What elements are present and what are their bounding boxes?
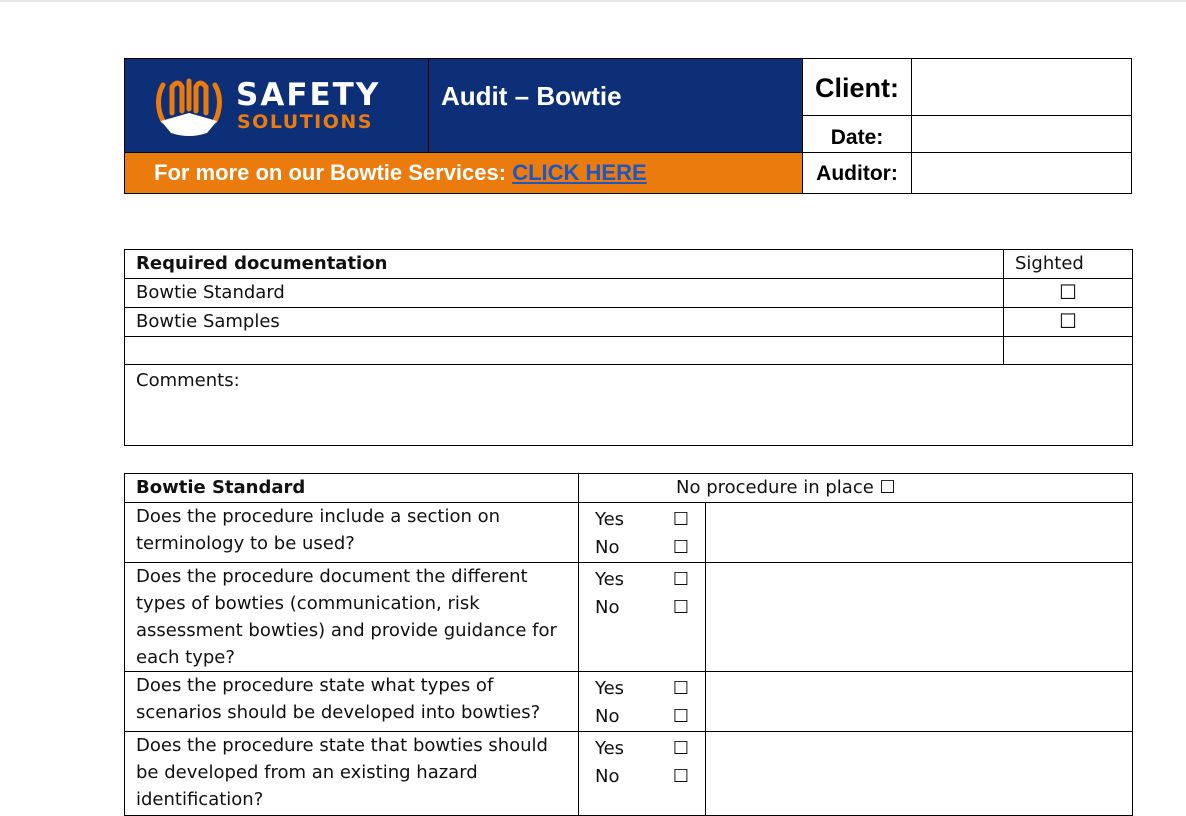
yes-label: Yes (595, 509, 625, 530)
sighted-checkbox[interactable] (1004, 279, 1133, 308)
promo-line (154, 160, 647, 186)
title-cell (428, 58, 803, 153)
yes-option[interactable] (595, 675, 689, 703)
no-label: No (595, 597, 620, 618)
checkbox-icon[interactable]: ☐ (672, 678, 689, 699)
table-row (125, 279, 1133, 308)
question-text: Does the procedure state that bowties should be developed from an existing hazard identification? (125, 732, 579, 816)
checkbox-icon[interactable]: ☐ (672, 706, 689, 727)
table-header-row (125, 250, 1133, 279)
yes-label: Yes (595, 738, 625, 759)
comment-cell[interactable] (706, 563, 1133, 672)
question-text: Does the procedure include a section on terminology to be used? (125, 503, 579, 563)
table-header-row (125, 474, 1133, 503)
comments-field[interactable] (125, 365, 1133, 446)
checkbox-icon[interactable]: ☐ (672, 766, 689, 787)
promo-text: For more on our Bowtie Services: (154, 160, 513, 185)
comments-label: Comments: (136, 370, 240, 391)
no-option[interactable] (595, 534, 689, 562)
client-label: Client: (802, 58, 912, 116)
auditor-label: Auditor: (802, 152, 912, 194)
date-label: Date: (802, 115, 912, 153)
yes-no-options (579, 732, 706, 816)
doc-item-label: Bowtie Samples (125, 308, 1004, 337)
yes-label: Yes (595, 678, 625, 699)
required-documentation-table (124, 249, 1133, 446)
yes-no-options (579, 563, 706, 672)
yes-no-options (579, 672, 706, 732)
sighted-header: Sighted (1004, 250, 1133, 279)
yes-label: Yes (595, 569, 625, 590)
checkbox-icon[interactable]: ☐ (1059, 280, 1077, 304)
table-row (125, 732, 1133, 816)
comment-cell[interactable] (706, 503, 1133, 563)
logo-text-safety: SAFETY (236, 77, 381, 113)
logo-text-solutions: SOLUTIONS (237, 111, 373, 133)
table-row (125, 563, 1133, 672)
top-border (0, 0, 1186, 2)
checkbox-icon[interactable]: ☐ (1059, 309, 1077, 333)
no-procedure-checkbox[interactable]: No procedure in place ☐ (579, 474, 1133, 503)
comments-row (125, 365, 1133, 446)
no-label: No (595, 706, 620, 727)
yes-no-options (579, 503, 706, 563)
safety-solutions-logo-icon (155, 73, 223, 139)
question-text: Does the procedure state what types of scenarios should be developed into bowties? (125, 672, 579, 732)
bowtie-standard-header: Bowtie Standard (125, 474, 579, 503)
doc-item-label: Bowtie Standard (125, 279, 1004, 308)
click-here-link[interactable]: CLICK HERE (512, 160, 647, 185)
checkbox-icon[interactable]: ☐ (672, 569, 689, 590)
yes-option[interactable] (595, 566, 689, 594)
yes-option[interactable] (595, 506, 689, 534)
client-field[interactable] (911, 58, 1132, 116)
logo-cell (124, 58, 429, 153)
no-label: No (595, 537, 620, 558)
table-row (125, 672, 1133, 732)
audit-header (124, 58, 1132, 194)
document-title: Audit – Bowtie (441, 81, 622, 111)
checkbox-icon[interactable]: ☐ (672, 509, 689, 530)
auditor-field[interactable] (911, 152, 1132, 194)
no-option[interactable] (595, 703, 689, 731)
question-text: Does the procedure document the different types of bowties (communication, risk assessment bowties) and provide guidance for each type? (125, 563, 579, 672)
comment-cell[interactable] (706, 732, 1133, 816)
doc-item-label[interactable] (125, 337, 1004, 365)
no-option[interactable] (595, 594, 689, 622)
comment-cell[interactable] (706, 672, 1133, 732)
date-field[interactable] (911, 115, 1132, 153)
promo-bar (124, 152, 803, 194)
table-row (125, 337, 1133, 365)
sighted-checkbox[interactable] (1004, 308, 1133, 337)
required-documentation-header: Required documentation (125, 250, 1004, 279)
no-label: No (595, 766, 620, 787)
checkbox-icon[interactable]: ☐ (672, 738, 689, 759)
table-row (125, 308, 1133, 337)
checkbox-icon[interactable]: ☐ (672, 597, 689, 618)
table-row (125, 503, 1133, 563)
no-option[interactable] (595, 763, 689, 791)
yes-option[interactable] (595, 735, 689, 763)
sighted-cell[interactable] (1004, 337, 1133, 365)
bowtie-standard-table (124, 473, 1133, 816)
checkbox-icon[interactable]: ☐ (672, 537, 689, 558)
